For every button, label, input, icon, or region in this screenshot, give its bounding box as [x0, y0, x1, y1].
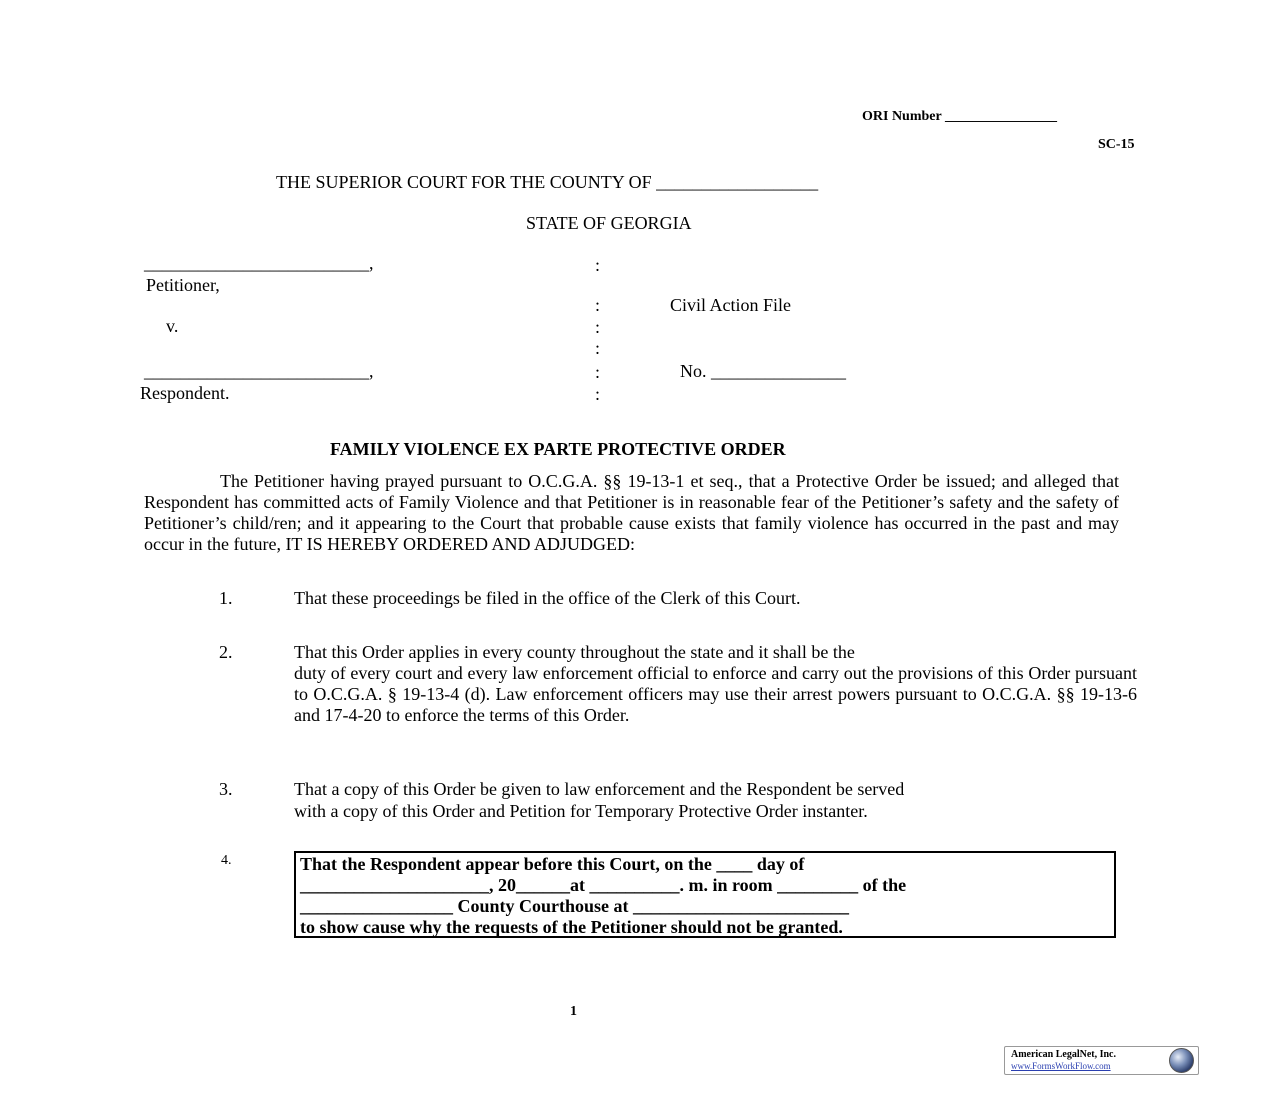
- publisher-name: American LegalNet, Inc.: [1011, 1049, 1116, 1060]
- petitioner-label: Petitioner,: [146, 275, 220, 295]
- form-code: SC-15: [1098, 137, 1135, 152]
- item-text-continued: duty of every court and every law enforcement official to enforce and carry out the provisions of this Order pursuant to O.C.G.A. § 19-13-4 (d). Law enforcement officers may use their arrest powers pursuant to O.C.G.A. §§ 19-13-6 and 17-4-20 to enforce the terms of this Order.: [294, 663, 1137, 725]
- caption-colon: :: [595, 384, 601, 404]
- hearing-line: to show cause why the requests of the Petitioner should not be granted.: [300, 917, 843, 937]
- caption-colon: :: [595, 362, 601, 382]
- ori-number-label: ORI Number ________________: [862, 109, 1057, 124]
- hearing-line: That the Respondent appear before this Court, on the ____ day of: [300, 854, 805, 874]
- hearing-line: _________________ County Courthouse at ________________________: [300, 896, 850, 916]
- court-title: THE SUPERIOR COURT FOR THE COUNTY OF __________________: [276, 172, 819, 192]
- hearing-notice-box: [294, 851, 1116, 938]
- intro-paragraph: The Petitioner having prayed pursuant to O.C.G.A. §§ 19-13-1 et seq., that a Protective Order be issued; and alleged that Respondent has committed acts of Family Violence and that Petitioner is in reasonable fear of the Petitioner’s safety and the safety of Petitioner’s child/ren; and it appearing to the Court that probable cause exists that family violence has occurred in the past and may occur in the future, IT IS HEREBY ORDERED AND ADJUDGED:: [144, 471, 1119, 554]
- hearing-line: _____________________, 20______at __________. m. in room _________ of the: [300, 875, 907, 895]
- respondent-label: Respondent.: [140, 383, 230, 403]
- item-text: That a copy of this Order be given to law enforcement and the Respondent be served: [294, 779, 905, 799]
- item-number: 4.: [221, 853, 232, 868]
- versus-label: v.: [166, 316, 179, 336]
- publisher-logo: [1004, 1046, 1199, 1075]
- item-text: That these proceedings be filed in the office of the Clerk of this Court.: [294, 588, 801, 608]
- page-number: 1: [570, 1004, 577, 1019]
- item-number: 1.: [219, 588, 233, 608]
- respondent-name-blank: _________________________,: [144, 361, 374, 381]
- publisher-website-link[interactable]: www.FormsWorkFlow.com: [1011, 1061, 1111, 1071]
- state-title: STATE OF GEORGIA: [526, 213, 692, 233]
- case-number-label: No. _______________: [680, 361, 846, 381]
- civil-action-label: Civil Action File: [670, 295, 792, 315]
- petitioner-name-blank: _________________________,: [144, 253, 374, 273]
- caption-colon: :: [595, 255, 601, 275]
- item-text-continued: with a copy of this Order and Petition for Temporary Protective Order instanter.: [294, 801, 868, 821]
- caption-colon: :: [595, 338, 601, 358]
- ori-number-blank: ________________: [944, 109, 1057, 124]
- caption-colon: :: [595, 317, 601, 337]
- globe-icon: [1169, 1048, 1194, 1073]
- item-text: That this Order applies in every county throughout the state and it shall be the: [294, 642, 855, 662]
- item-number: 3.: [219, 779, 233, 799]
- caption-colon: :: [595, 295, 601, 315]
- item-number: 2.: [219, 642, 233, 662]
- order-title: FAMILY VIOLENCE EX PARTE PROTECTIVE ORDER: [330, 439, 786, 459]
